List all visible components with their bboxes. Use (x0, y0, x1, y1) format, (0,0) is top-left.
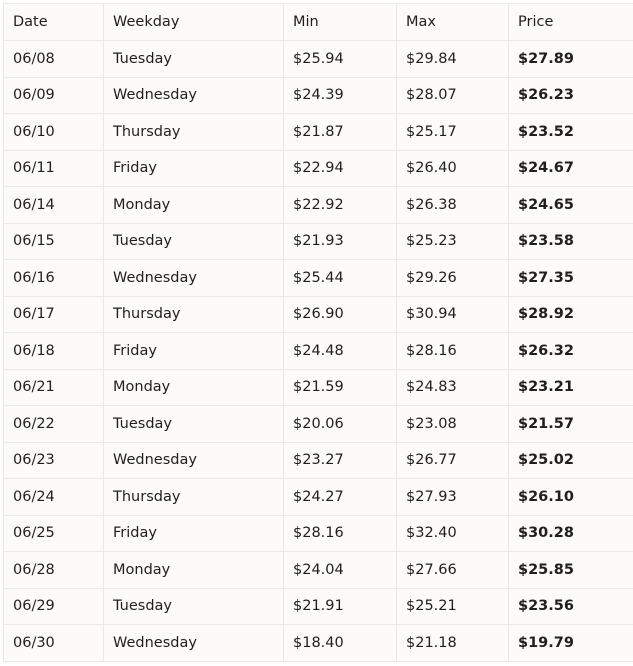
cell-price: $26.23 (509, 77, 633, 114)
table-row (4, 369, 633, 406)
table-row (4, 333, 633, 370)
cell-max: $26.40 (397, 150, 509, 187)
cell-date: 06/17 (4, 296, 104, 333)
table-row (4, 625, 633, 662)
cell-max: $28.16 (397, 333, 509, 370)
cell-min: $21.59 (284, 369, 397, 406)
cell-min: $24.04 (284, 552, 397, 589)
cell-max: $21.18 (397, 625, 509, 662)
price-table (3, 3, 633, 662)
cell-max: $25.23 (397, 223, 509, 260)
cell-weekday: Friday (104, 515, 284, 552)
cell-date: 06/21 (4, 369, 104, 406)
cell-max: $25.21 (397, 588, 509, 625)
cell-date: 06/30 (4, 625, 104, 662)
cell-min: $24.39 (284, 77, 397, 114)
cell-price: $23.21 (509, 369, 633, 406)
cell-max: $26.77 (397, 442, 509, 479)
cell-max: $29.84 (397, 41, 509, 78)
cell-price: $26.32 (509, 333, 633, 370)
table-row (4, 114, 633, 151)
cell-date: 06/10 (4, 114, 104, 151)
table-row (4, 588, 633, 625)
header-max: Max (397, 4, 509, 41)
cell-max: $32.40 (397, 515, 509, 552)
table-body (4, 41, 633, 662)
header-price: Price (509, 4, 633, 41)
cell-weekday: Monday (104, 187, 284, 224)
cell-weekday: Friday (104, 333, 284, 370)
cell-min: $25.94 (284, 41, 397, 78)
cell-max: $29.26 (397, 260, 509, 297)
cell-weekday: Thursday (104, 479, 284, 516)
table-row (4, 479, 633, 516)
cell-weekday: Tuesday (104, 41, 284, 78)
cell-date: 06/29 (4, 588, 104, 625)
table-row (4, 260, 633, 297)
table-row (4, 406, 633, 443)
cell-weekday: Wednesday (104, 625, 284, 662)
header-date: Date (4, 4, 104, 41)
cell-max: $30.94 (397, 296, 509, 333)
cell-min: $22.94 (284, 150, 397, 187)
cell-date: 06/28 (4, 552, 104, 589)
cell-max: $26.38 (397, 187, 509, 224)
cell-date: 06/16 (4, 260, 104, 297)
cell-price: $23.58 (509, 223, 633, 260)
cell-min: $24.48 (284, 333, 397, 370)
cell-date: 06/24 (4, 479, 104, 516)
cell-weekday: Monday (104, 369, 284, 406)
cell-min: $28.16 (284, 515, 397, 552)
table-row (4, 150, 633, 187)
cell-date: 06/11 (4, 150, 104, 187)
cell-weekday: Thursday (104, 114, 284, 151)
cell-price: $19.79 (509, 625, 633, 662)
cell-min: $20.06 (284, 406, 397, 443)
cell-min: $22.92 (284, 187, 397, 224)
cell-weekday: Tuesday (104, 223, 284, 260)
cell-date: 06/18 (4, 333, 104, 370)
cell-date: 06/09 (4, 77, 104, 114)
table-row (4, 296, 633, 333)
cell-weekday: Tuesday (104, 588, 284, 625)
cell-min: $24.27 (284, 479, 397, 516)
table-row (4, 77, 633, 114)
cell-min: $23.27 (284, 442, 397, 479)
cell-min: $18.40 (284, 625, 397, 662)
cell-price: $23.52 (509, 114, 633, 151)
cell-weekday: Friday (104, 150, 284, 187)
cell-price: $25.02 (509, 442, 633, 479)
cell-min: $21.93 (284, 223, 397, 260)
cell-min: $21.87 (284, 114, 397, 151)
cell-price: $26.10 (509, 479, 633, 516)
cell-date: 06/08 (4, 41, 104, 78)
cell-weekday: Wednesday (104, 77, 284, 114)
cell-weekday: Tuesday (104, 406, 284, 443)
cell-weekday: Thursday (104, 296, 284, 333)
price-table-container (3, 3, 633, 662)
cell-price: $30.28 (509, 515, 633, 552)
table-row (4, 442, 633, 479)
header-weekday: Weekday (104, 4, 284, 41)
cell-min: $26.90 (284, 296, 397, 333)
table-row (4, 515, 633, 552)
cell-min: $25.44 (284, 260, 397, 297)
cell-date: 06/23 (4, 442, 104, 479)
cell-price: $24.65 (509, 187, 633, 224)
table-row (4, 187, 633, 224)
cell-max: $28.07 (397, 77, 509, 114)
cell-price: $23.56 (509, 588, 633, 625)
cell-date: 06/14 (4, 187, 104, 224)
cell-max: $25.17 (397, 114, 509, 151)
cell-max: $24.83 (397, 369, 509, 406)
table-row (4, 223, 633, 260)
cell-price: $25.85 (509, 552, 633, 589)
cell-max: $27.66 (397, 552, 509, 589)
table-header (4, 4, 633, 41)
cell-max: $23.08 (397, 406, 509, 443)
cell-price: $28.92 (509, 296, 633, 333)
cell-weekday: Monday (104, 552, 284, 589)
header-min: Min (284, 4, 397, 41)
cell-max: $27.93 (397, 479, 509, 516)
header-row (4, 4, 633, 41)
cell-date: 06/25 (4, 515, 104, 552)
table-row (4, 552, 633, 589)
cell-date: 06/22 (4, 406, 104, 443)
cell-weekday: Wednesday (104, 260, 284, 297)
table-row (4, 41, 633, 78)
cell-price: $21.57 (509, 406, 633, 443)
cell-price: $27.35 (509, 260, 633, 297)
cell-min: $21.91 (284, 588, 397, 625)
cell-price: $24.67 (509, 150, 633, 187)
cell-weekday: Wednesday (104, 442, 284, 479)
cell-date: 06/15 (4, 223, 104, 260)
cell-price: $27.89 (509, 41, 633, 78)
